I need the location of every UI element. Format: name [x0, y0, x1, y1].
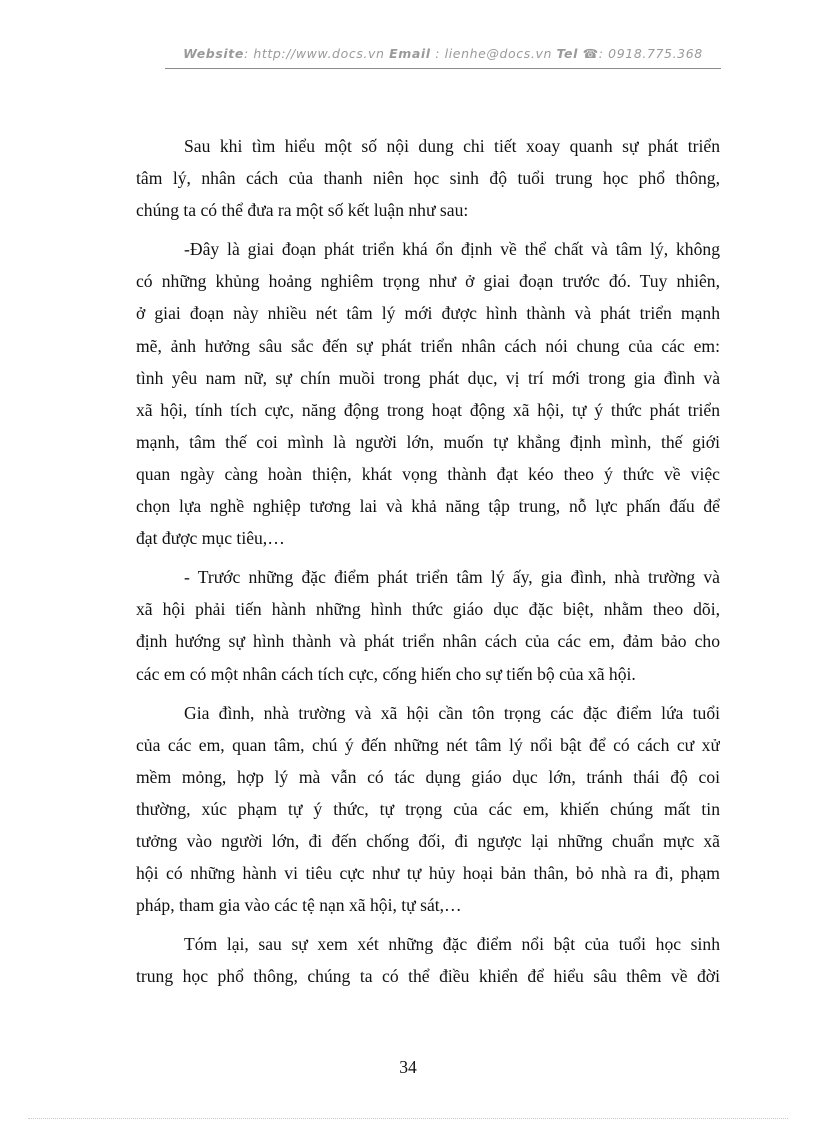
text-line: Gia đình, nhà trường và xã hội cần tôn trọng các đặc điểm lứa tuổi [184, 702, 720, 723]
text-line: xã hội, tính tích cực, năng động trong hoạt động xã hội, tự ý thức phát triển [136, 399, 720, 420]
text-line: xã hội phải tiến hành những hình thức giáo dục đặc biệt, nhằm theo dõi, [136, 599, 720, 620]
text-line: trung học phổ thông, chúng ta có thể điều khiển để hiểu sâu thêm về đời [136, 966, 720, 987]
text-line: Tóm lại, sau sự xem xét những đặc điểm nổi bật của tuổi học sinh [184, 934, 720, 955]
paragraph-gap [136, 226, 720, 233]
bottom-divider [28, 1118, 788, 1119]
paragraph [136, 233, 720, 554]
website-value: : http://www.docs.vn [243, 46, 390, 61]
paragraph [136, 697, 720, 922]
text-line: định hướng sự hình thành và phát triển nhân cách của các em, đảm bảo cho [136, 631, 720, 652]
tel-label: Tel [556, 46, 579, 61]
paragraph [136, 561, 720, 689]
text-line: các em có một nhân cách tích cực, cống hiến cho sự tiến bộ của xã hội. [136, 663, 636, 684]
text-line: Sau khi tìm hiểu một số nội dung chi tiết xoay quanh sự phát triển [184, 136, 720, 156]
page-header [165, 46, 721, 69]
telephone-icon: ☎ [582, 46, 599, 61]
text-line: -Đây là giai đoạn phát triển khá ổn định về thể chất và tâm lý, không [184, 239, 720, 260]
paragraph-gap [136, 690, 720, 697]
text-line: đạt được mục tiêu,… [136, 528, 285, 549]
paragraph [136, 928, 720, 992]
text-line: của các em, quan tâm, chú ý đến những nét tâm lý nổi bật để có cách cư xử [136, 734, 720, 755]
text-line: tâm lý, nhân cách của thanh niên học sinh độ tuổi trung học phổ thông, [136, 168, 720, 189]
body-text [136, 130, 720, 992]
email-label: Email [389, 46, 431, 61]
text-line: hội có những hành vi tiêu cực như tự hủy hoại bản thân, bỏ nhà ra đi, phạm [136, 863, 720, 884]
text-line: thường, xúc phạm tự ý thức, tự trọng của các em, khiến chúng mất tin [136, 798, 720, 819]
text-line: pháp, tham gia vào các tệ nạn xã hội, tự sát,… [136, 895, 462, 916]
website-label: Website [183, 46, 244, 61]
text-line: mẽ, ảnh hưởng sâu sắc đến sự phát triển nhân cách nói chung của các em: [136, 335, 720, 356]
text-line: mạnh, tâm thế coi mình là người lớn, muốn tự khẳng định mình, thế giới [136, 431, 720, 452]
text-line: mềm mỏng, hợp lý mà vẫn có tác dụng giáo dục lớn, tránh thái độ coi [136, 766, 720, 787]
page-number: 34 [399, 1057, 417, 1077]
email-value: : lienhe@docs.vn [430, 46, 557, 61]
text-line: chúng ta có thể đưa ra một số kết luận như sau: [136, 200, 469, 221]
text-line: tưởng vào người lớn, đi đến chống đối, đi ngược lại những chuẩn mực xã [136, 830, 720, 851]
text-line: ở giai đoạn này nhiều nét tâm lý mới được hình thành và phát triển mạnh [136, 303, 720, 324]
paragraph-gap [136, 921, 720, 928]
paragraph-gap [136, 554, 720, 561]
text-line: chọn lựa nghề nghiệp tương lai và khả năng tập trung, nỗ lực phấn đấu để [136, 496, 720, 517]
paragraph [136, 130, 720, 226]
tel-value: : 0918.775.368 [598, 46, 703, 61]
text-line: tình yêu nam nữ, sự chín muồi trong phát dục, vị trí mới trong gia đình và [136, 367, 720, 388]
text-line: quan ngày càng hoàn thiện, khát vọng thành đạt kéo theo ý thức về việc [136, 463, 720, 484]
text-line: có những khủng hoảng nghiêm trọng như ở giai đoạn trước đó. Tuy nhiên, [136, 271, 720, 292]
text-line: - Trước những đặc điểm phát triển tâm lý ấy, gia đình, nhà trường và [184, 567, 720, 588]
